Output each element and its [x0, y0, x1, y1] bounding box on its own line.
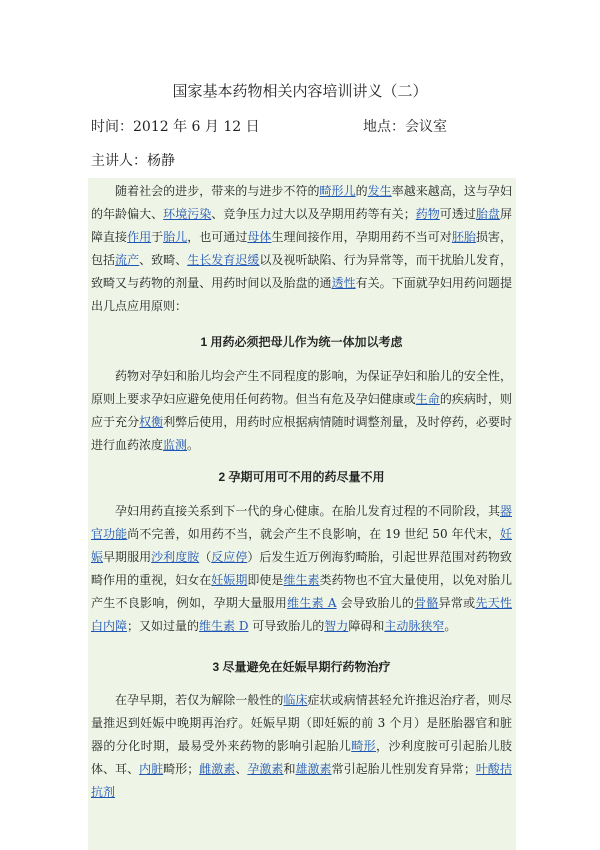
time-text: 时间：2012 年 6 月 12 日 — [91, 119, 260, 135]
link-drug[interactable]: 药物 — [415, 207, 440, 221]
link-pregnancy[interactable]: 妊娠 — [91, 527, 512, 564]
link-clinical[interactable]: 临床 — [283, 693, 308, 707]
link-organ-function[interactable]: 器官功能 — [91, 504, 512, 541]
link-environmental-pollution[interactable]: 环境污染 — [163, 207, 212, 221]
link-deformity[interactable]: 畸形 — [351, 739, 377, 753]
link-miscarriage[interactable]: 流产 — [115, 253, 140, 267]
link-contergan[interactable]: 反应停 — [211, 550, 248, 564]
link-weigh[interactable]: 权衡 — [139, 415, 164, 429]
link-vitamin[interactable]: 维生素 — [283, 573, 320, 587]
link-thalidomide[interactable]: 沙利度胺 — [151, 550, 200, 564]
link-progestogen[interactable]: 孕激素 — [247, 762, 284, 776]
link-fetus[interactable]: 胎儿 — [163, 230, 188, 244]
link-occurrence[interactable]: 发生 — [367, 184, 392, 198]
section-3-paragraph: 在孕早期，若仅为解除一般性的临床症状或病情甚轻允许推迟治疗者，则尽量推迟到妊娠中晚期再治疗。妊娠早期（即妊娠的前 3 个月）是胚胎器官和脏器的分化时期，最易受外来药物的影响引起胎儿畸形，沙利度胺可引起胎儿肢体、耳、内脏畸形；雌激素、孕激素和雄激素常引起胎儿性别发育异常；叶酸拮抗剂 — [91, 693, 512, 799]
link-skeleton[interactable]: 骨骼 — [414, 596, 439, 610]
link-growth-retardation[interactable]: 生长发育迟缓 — [187, 253, 260, 267]
link-effect[interactable]: 作用 — [127, 230, 152, 244]
link-permeability[interactable]: 透性 — [331, 276, 356, 290]
section-2-paragraph: 孕妇用药直接关系到下一代的身心健康。在胎儿发育过程的不同阶段，其器官功能尚不完善，如用药不当，就会产生不良影响，在 19 世纪 50 年代末，妊娠早期服用沙利度胺（反应停）后发生近万例海豹畸胎，引起世界范围对药物致畸作用的重视，妇女在妊娠期即使是维生素类药物也不宜大量使用，以免对胎儿产生不良影响，例如，孕期大量服用维生素 A 会导致胎儿的骨骼异常或先天性白内障；又如过量的维生素 D 可导致胎儿的智力障碍和主动脉狭窄。 — [91, 504, 512, 633]
link-deformed-child[interactable]: 畸形儿 — [319, 184, 356, 198]
intro-paragraph: 随着社会的进步，带来的与进步不符的畸形儿的发生率越来越高，这与孕妇的年龄偏大、环境污染、竞争压力过大以及孕期用药等有关；药物可透过胎盘屏障直接作用于胎儿，也可通过母体生理间接作用，孕期用药不当可对胚胎损害，包括流产、致畸、生长发育迟缓以及视听缺陷、行为异常等，而干扰胎儿发育，致畸又与药物的剂量、用药时间以及胎盘的通透性有关。下面就孕妇用药问题提出几点应用原则： — [91, 184, 512, 313]
section-1-heading: 1 用药必须把母儿作为统一体加以考虑 — [200, 335, 403, 349]
link-folate-antagonist[interactable]: 叶酸拮抗剂 — [91, 762, 512, 799]
link-vitamin-d[interactable]: 维生素 D — [199, 619, 249, 633]
section-2-heading: 2 孕期可用可不用的药尽量不用 — [218, 470, 385, 484]
link-pregnancy-period[interactable]: 妊娠期 — [211, 573, 248, 587]
link-vitamin-a[interactable]: 维生素 A — [287, 596, 337, 610]
link-aortic-stenosis[interactable]: 主动脉狭窄 — [384, 619, 445, 633]
link-monitoring[interactable]: 监测 — [163, 438, 188, 452]
speaker-text: 主讲人：杨静 — [91, 153, 175, 169]
link-androgen[interactable]: 雄激素 — [295, 762, 332, 776]
link-intelligence[interactable]: 智力 — [324, 619, 349, 633]
link-life[interactable]: 生命 — [415, 392, 440, 406]
link-mother-body[interactable]: 母体 — [247, 230, 272, 244]
section-1-paragraph: 药物对孕妇和胎儿均会产生不同程度的影响，为保证孕妇和胎儿的安全性，原则上要求孕妇应避免使用任何药物。但当有危及孕妇健康或生命的疾病时，则应于充分权衡利弊后使用，用药时应根据病情随时调整剂量，及时停药，必要时进行血药浓度监测。 — [91, 369, 512, 452]
page-title: 国家基本药物相关内容培训讲义（二） — [172, 82, 428, 100]
section-3-heading: 3 尽量避免在妊娠早期行药物治疗 — [212, 660, 391, 674]
link-congenital-cataract[interactable]: 先天性白内障 — [91, 596, 512, 633]
link-embryo[interactable]: 胚胎 — [451, 230, 476, 244]
location-text: 地点：会议室 — [363, 119, 447, 135]
link-placenta[interactable]: 胎盘 — [475, 207, 500, 221]
link-viscera[interactable]: 内脏 — [139, 762, 164, 776]
link-estrogen[interactable]: 雌激素 — [199, 762, 236, 776]
